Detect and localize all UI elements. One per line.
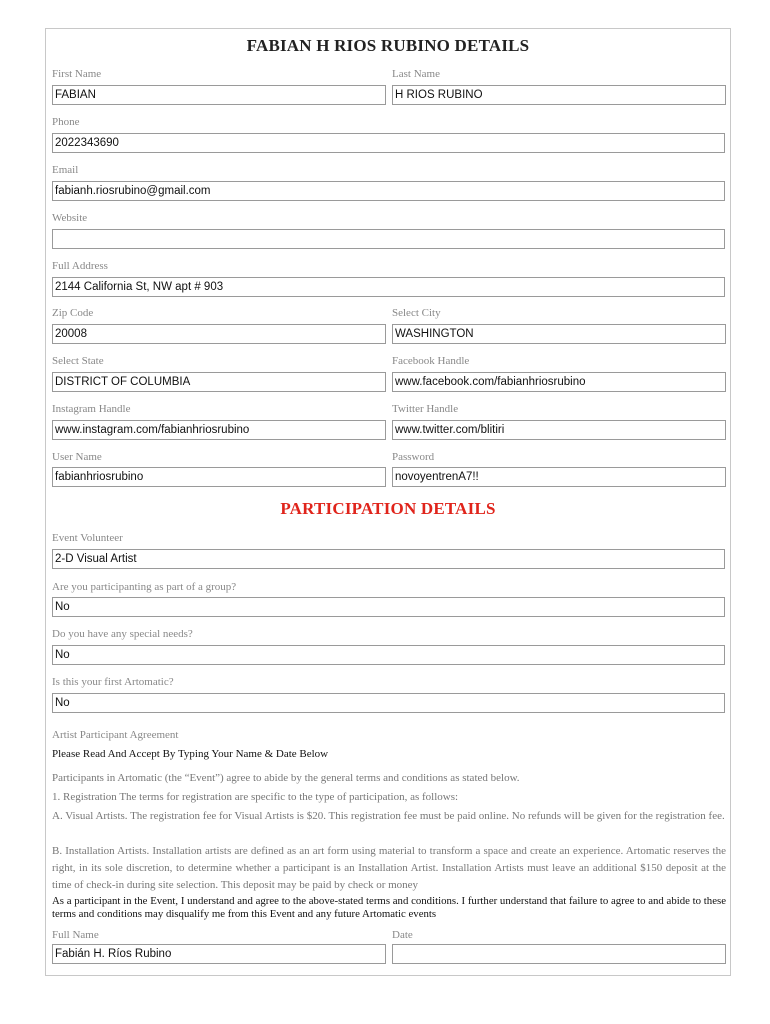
agreement-paragraph-registration: 1. Registration The terms for registration are specific to the type of participation, as follows: — [52, 791, 459, 803]
state-label: Select State — [52, 355, 104, 367]
full-name-label: Full Name — [52, 929, 99, 941]
email-field[interactable]: fabianh.riosrubino@gmail.com — [52, 181, 725, 201]
date-field[interactable] — [392, 944, 726, 964]
agreement-instruction: Please Read And Accept By Typing Your Name & Date Below — [52, 748, 329, 760]
password-field[interactable]: novoyentrenA7!! — [392, 467, 726, 487]
agreement-acceptance: As a participant in the Event, I understand and agree to the above-stated terms and conditions. I further understand that failure to agree to and abide to these terms and conditions may disqualify me from this Event and any future Artomatic events — [52, 895, 726, 920]
twitter-field[interactable]: www.twitter.com/blitiri — [392, 420, 726, 440]
zip-field[interactable]: 20008 — [52, 324, 386, 344]
volunteer-field[interactable]: 2-D Visual Artist — [52, 549, 725, 569]
address-field[interactable]: 2144 California St, NW apt # 903 — [52, 277, 725, 297]
agreement-paragraph-installation: B. Installation Artists. Installation artists are defined as an art form using material to transform a space and create an experience. Artomatic reserves the right, in its sole discretion, to determine whether a participant is an Installation Artist. Installation Artists must leave an additional $150 deposit at the time of check-in during site selection. This deposit may be paid by check or money — [52, 845, 726, 891]
participation-title: PARTICIPATION DETAILS — [280, 499, 496, 518]
zip-label: Zip Code — [52, 307, 94, 319]
group-label: Are you participanting as part of a group? — [52, 581, 237, 593]
password-label: Password — [392, 451, 435, 463]
instagram-label: Instagram Handle — [52, 403, 131, 415]
agreement-paragraph-intro: Participants in Artomatic (the “Event”) agree to abide by the general terms and conditions as stated below. — [52, 772, 520, 784]
first-artomatic-label: Is this your first Artomatic? — [52, 676, 174, 688]
website-field[interactable] — [52, 229, 725, 249]
phone-field[interactable]: 2022343690 — [52, 133, 725, 153]
page-title: FABIAN H RIOS RUBINO DETAILS — [246, 36, 530, 55]
facebook-field[interactable]: www.facebook.com/fabianhriosrubino — [392, 372, 726, 392]
last-name-field[interactable]: H RIOS RUBINO — [392, 85, 726, 105]
agreement-paragraph-visual: A. Visual Artists. The registration fee for Visual Artists is $20. This registration fee must be paid online. No refunds will be given for the registration fee. — [52, 810, 725, 822]
username-field[interactable]: fabianhriosrubino — [52, 467, 386, 487]
first-name-label: First Name — [52, 68, 102, 80]
state-field[interactable]: DISTRICT OF COLUMBIA — [52, 372, 386, 392]
first-name-field[interactable]: FABIAN — [52, 85, 386, 105]
last-name-label: Last Name — [392, 68, 440, 80]
city-label: Select City — [392, 307, 441, 319]
first-artomatic-field[interactable]: No — [52, 693, 725, 713]
needs-field[interactable]: No — [52, 645, 725, 665]
group-field[interactable]: No — [52, 597, 725, 617]
city-field[interactable]: WASHINGTON — [392, 324, 726, 344]
volunteer-label: Event Volunteer — [52, 532, 123, 544]
facebook-label: Facebook Handle — [392, 355, 470, 367]
website-label: Website — [52, 212, 88, 224]
address-label: Full Address — [52, 260, 108, 272]
full-name-field[interactable]: Fabián H. Ríos Rubino — [52, 944, 386, 964]
username-label: User Name — [52, 451, 102, 463]
email-label: Email — [52, 164, 79, 176]
needs-label: Do you have any special needs? — [52, 628, 193, 640]
phone-label: Phone — [52, 116, 80, 128]
date-label: Date — [392, 929, 413, 941]
agreement-label: Artist Participant Agreement — [52, 729, 179, 741]
twitter-label: Twitter Handle — [392, 403, 459, 415]
instagram-field[interactable]: www.instagram.com/fabianhriosrubino — [52, 420, 386, 440]
